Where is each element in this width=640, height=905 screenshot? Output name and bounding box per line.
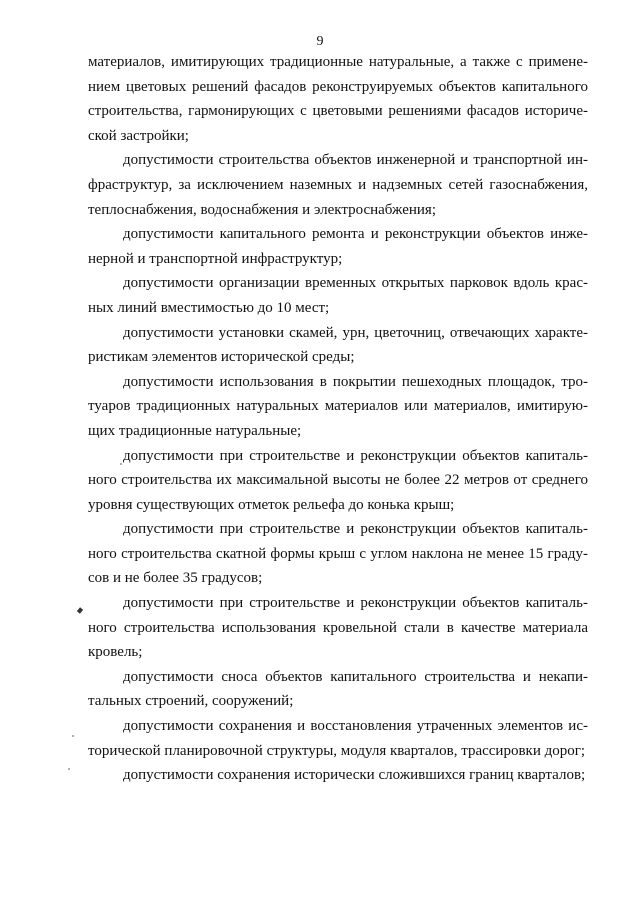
text-line: тальных строений, сооружений; — [88, 693, 294, 710]
paragraph — [88, 763, 588, 788]
paragraph — [88, 321, 588, 370]
text-line: допустимости использования в покрытии пешеходных площадок, тро- — [123, 373, 588, 390]
text-line: допустимости организации временных открытых парковок вдоль крас- — [123, 275, 588, 292]
text-line: допустимости сохранения и восстановления утраченных элементов ис- — [123, 718, 588, 735]
text-line: допустимости установки скамей, урн, цветочниц, отвечающих характе- — [123, 324, 588, 341]
scan-speck — [72, 735, 74, 737]
paragraph — [88, 665, 588, 714]
paragraph — [88, 517, 588, 591]
text-line: допустимости при строительстве и реконструкции объектов капиталь- — [123, 521, 588, 538]
text-line: нием цветовых решений фасадов реконструируемых объектов капитального — [88, 78, 588, 95]
text-line: уровня существующих отметок рельефа до конька крыш; — [88, 496, 455, 513]
text-line: нерной и транспортной инфраструктур; — [88, 250, 343, 267]
text-line: туаров традиционных натуральных материалов или материалов, имитирую- — [88, 398, 588, 415]
text-line: кровель; — [88, 644, 143, 661]
text-line: допустимости при строительстве и реконструкции объектов капиталь- — [123, 595, 588, 612]
paragraph — [88, 370, 588, 444]
page-number: 9 — [316, 34, 324, 49]
text-line: допустимости строительства объектов инженерной и транспортной ин- — [123, 152, 588, 169]
paragraph — [88, 50, 588, 148]
text-line: щих традиционные натуральные; — [88, 422, 302, 439]
text-line: строительства, гармонирующих с цветовыми решениями фасадов историче- — [88, 103, 588, 120]
paragraph — [88, 271, 588, 320]
text-line: допустимости сноса объектов капитального строительства и некапи- — [123, 668, 588, 685]
text-line: фраструктур, за исключением наземных и надземных сетей газоснабжения, — [88, 176, 588, 193]
document-body — [88, 50, 588, 788]
paragraph — [88, 714, 588, 763]
text-line: ного строительства скатной формы крыш с углом наклона не менее 15 граду- — [88, 545, 588, 562]
text-line: допустимости сохранения исторически сложившихся границ кварталов; — [123, 767, 586, 784]
paragraph — [88, 222, 588, 271]
text-line: допустимости при строительстве и реконструкции объектов капиталь- — [123, 447, 588, 464]
text-line: ных линий вместимостью до 10 мест; — [88, 299, 330, 316]
text-line: ристикам элементов исторической среды; — [88, 349, 355, 366]
paragraph — [88, 148, 588, 222]
text-line: торической планировочной структуры, модуля кварталов, трассировки дорог; — [88, 742, 586, 759]
text-line: теплоснабжения, водоснабжения и электроснабжения; — [88, 201, 436, 218]
text-line: ного строительства их максимальной высоты не более 22 метров от среднего — [88, 472, 588, 489]
paragraph — [88, 444, 588, 518]
text-line: материалов, имитирующих традиционные натуральные, а также с примене- — [88, 54, 588, 70]
text-line: ного строительства использования кровельной стали в качестве материала — [88, 619, 588, 636]
text-line: сов и не более 35 градусов; — [88, 570, 263, 587]
scan-artifact-mark — [77, 607, 83, 613]
text-line: ской застройки; — [88, 127, 189, 144]
scan-speck — [68, 768, 70, 770]
text-line: допустимости капитального ремонта и реконструкции объектов инже- — [123, 226, 588, 243]
paragraph — [88, 591, 588, 665]
